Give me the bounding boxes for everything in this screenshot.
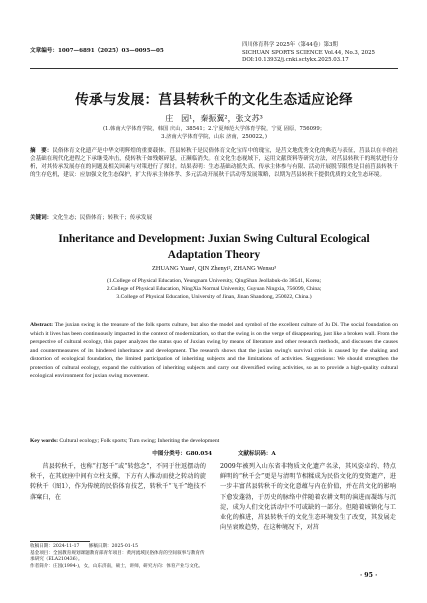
footnote-rule: [30, 541, 90, 542]
abstract-en: [30, 321, 398, 381]
classification-line: [30, 449, 398, 457]
journal-name-cn: 四川体育科学 2025年（第44卷）第3期: [242, 42, 338, 48]
affiliation-cn-line: (1.韩南大学体育学院，韩国 庆山，38541；2.宁夏师范大学体育学院，宁夏 固原，756099；: [102, 126, 326, 132]
authors-cn: 庄 园¹，秦振翼²，张文苏³: [165, 114, 263, 123]
affiliation-en-line: (1.College of Physical Education, Yeungnam University, QingShan Jeollabuk-do 38541, Korea;: [106, 278, 322, 284]
abstract-cn: [30, 147, 398, 179]
journal-name-en: SICHUAN SPORTS SCIENCE Vol.44, No.3, 2025: [242, 49, 375, 56]
title-cn: 传承与发展：莒县转秋千的文化生态适应论绎: [75, 92, 353, 108]
authors-en: ZHUANG Yuan¹, QIN Zhenyi², ZHANG Wensu³: [152, 265, 276, 272]
doi: DOI:10.13932/j.cnki.sctykx.2025.03.17: [242, 57, 349, 64]
title-en: Inheritance and Development: Juxian Swing Cultural Ecological Adaptation Theory: [58, 233, 370, 261]
journal-info: [242, 42, 375, 65]
footnote-received: 收稿日期：2024-11-17 修稿日期：2025-01-15: [30, 544, 139, 549]
footnote: [30, 544, 206, 570]
affiliations-en: [30, 277, 398, 302]
keywords-en-label: Key words:: [30, 438, 58, 444]
abstract-en-label: Abstract:: [30, 322, 54, 328]
abstract-en-text: The juxian swing is the treasure of the folk sports culture, but also the model and symbol of the excellent culture of Ju Di. The social foundation on which it lives has been continuously impacted in the context of modernization, so that the swing is on the verge of disappearing, just like a broken wall. From the perspective of cultural ecology, this paper analyzes the status quo of Juxian swing by means of literature and other research methods, and discusses the causes and countermeasures of its hindered inheritance and development. The research shows that the juxian swing's survival crisis is caused by the shaking and distortion of ecological foundation, the limited participation of inheriting subjects and the limitations of activities. Suggestions: We should strengthen the protection of cultural ecology, expand the cultivation of inheriting subjects and carry out diversified swing activities, so as to provide a high-quality cultural ecological environment for juxian swing movement.: [30, 322, 398, 380]
document-code: 文献标识码：A: [237, 451, 276, 457]
keywords-cn-text: 文化生态；民俗体育；转秋千；传承发展: [52, 215, 153, 221]
affiliations-cn: [30, 126, 398, 141]
footnote-funding: 基金项目：全国教育规划课题教育部青年项目：黄河流域民俗体育的空间叙事与教育传承研究（ELA210436）。: [30, 550, 205, 563]
body-paragraph: 莒县转秋千，也称“打怒千”或“转悠念”，不同于往返摆动的秋千，在其底座中间有立柱支撑，下方有人推动而使之转动的旋转秋千（图1），作为传统的民俗体育技艺，转秋千“飞千”绝技不落窠臼，在: [30, 463, 206, 501]
keywords-en-text: Cultural ecology; Folk sports; Turn swing; Inheriting the development: [59, 438, 220, 444]
affiliation-en-line: 2.College of Physical Education, NingXia Normal University, Guyuan Ningxia, 756099, China;: [106, 286, 322, 293]
abstract-cn-text: 民俗体育文化遗产是中华文明辉煌的重要载体。莒县转秋千是民俗体育文化宝库中的瑰宝，是莒文地优秀文化的典范与表征，莒县以在丰的社会基础在现代化进程之下承继受冲击，使转秋千如残姬碎瑟，正濒临消失。在文化生态视域下，运用文献资料等研究方法，对莒县转秋千的现状进行分析，对其传承发展存在的问题及相关因素与对策进行了探讨。结果表明：生态基础动摇失真、传承主体参与有限、活动开展脱节限性是目前莒县转秋千的生存危机，建议：应加强文化生态保护，扩大传承主体体孝、多元活动开展秋千活动等发展策略，以期为莒县转秋千提供优质的文化生态环境。: [30, 148, 399, 179]
abstract-cn-label: 摘 要：: [30, 148, 53, 154]
keywords-cn-label: 关键词：: [30, 215, 53, 221]
body-paragraph: 2009年被列入山东省非物质文化遗产名录，其风姿卓约、特点鲜明的“秋千会”更是与清明节相糅成为民俗文化的变资遗产，进一步丰富莒县转秋千的文化意蕴与内在价值，并在莒文化的影响下愈发蓬勃，于历史的脉络中伴随着农耕文明的演进而凝练与沉淀，成为人们文化活动中不可或缺的一部分。但随着城镇化与工业化的推进，莒县转秋千的文化生态环境发生了改变，其发展走向呈衰败趋势，在这种境况下，对莒: [220, 463, 396, 532]
affiliation-en-line: 3.College of Physical Education, University of Jinan, Jinan Shandong, 250022, China.): [116, 294, 312, 301]
footnote-author: 作者简介：庄园(1994-)，女，山东济南，硕士，讲师，研究方向：体育产业与文化。: [30, 563, 204, 569]
page-number: · 95 ·: [360, 572, 378, 579]
body-column-right: [220, 462, 396, 533]
article-number: 文章编号：1007—6891（2025）03—0095—05: [30, 48, 164, 54]
body-column-left: [30, 462, 206, 503]
keywords-en: [30, 438, 398, 444]
keywords-cn: [30, 213, 398, 221]
clc-number: 中图分类号：G80.054: [152, 451, 213, 457]
header-rule: [30, 68, 398, 69]
affiliation-cn-line: 3.济南大学体育学院，山东 济南，250022。): [161, 133, 267, 140]
